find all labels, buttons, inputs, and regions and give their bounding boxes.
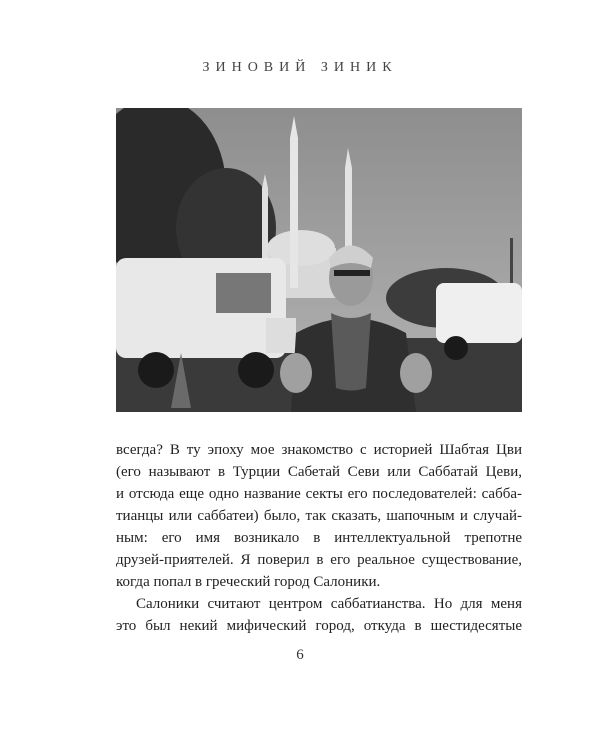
page-number: 6 [296, 647, 304, 663]
body-line: друзей-приятелей. Я поверил в его реальное существование, [116, 552, 522, 568]
photo [116, 108, 522, 412]
body-line: ным: его имя возникало в интеллектуальной трепотне [116, 530, 522, 546]
body-line: когда попал в греческий город Салоники. [116, 574, 381, 590]
body-line: и отсюда еще одно название секты его последователей: сабба- [116, 486, 522, 502]
body-line: это был некий мифический город, откуда в шестидесятые [116, 618, 522, 634]
running-header: ЗИНОВИЙ ЗИНИК [202, 60, 398, 75]
body-line: всегда? В ту эпоху мое знакомство с историей Шабтая Цви [116, 442, 522, 458]
body-text [116, 439, 522, 637]
body-line: тианцы или саббатеи) было, так сказать, шапочным и случай- [116, 508, 522, 524]
photo-illustration [116, 108, 522, 412]
body-line: Салоники считают центром саббатианства. Но для меня [136, 596, 522, 612]
body-line: (его называют в Турции Сабетай Севи или Саббатай Цеви, [116, 464, 522, 480]
